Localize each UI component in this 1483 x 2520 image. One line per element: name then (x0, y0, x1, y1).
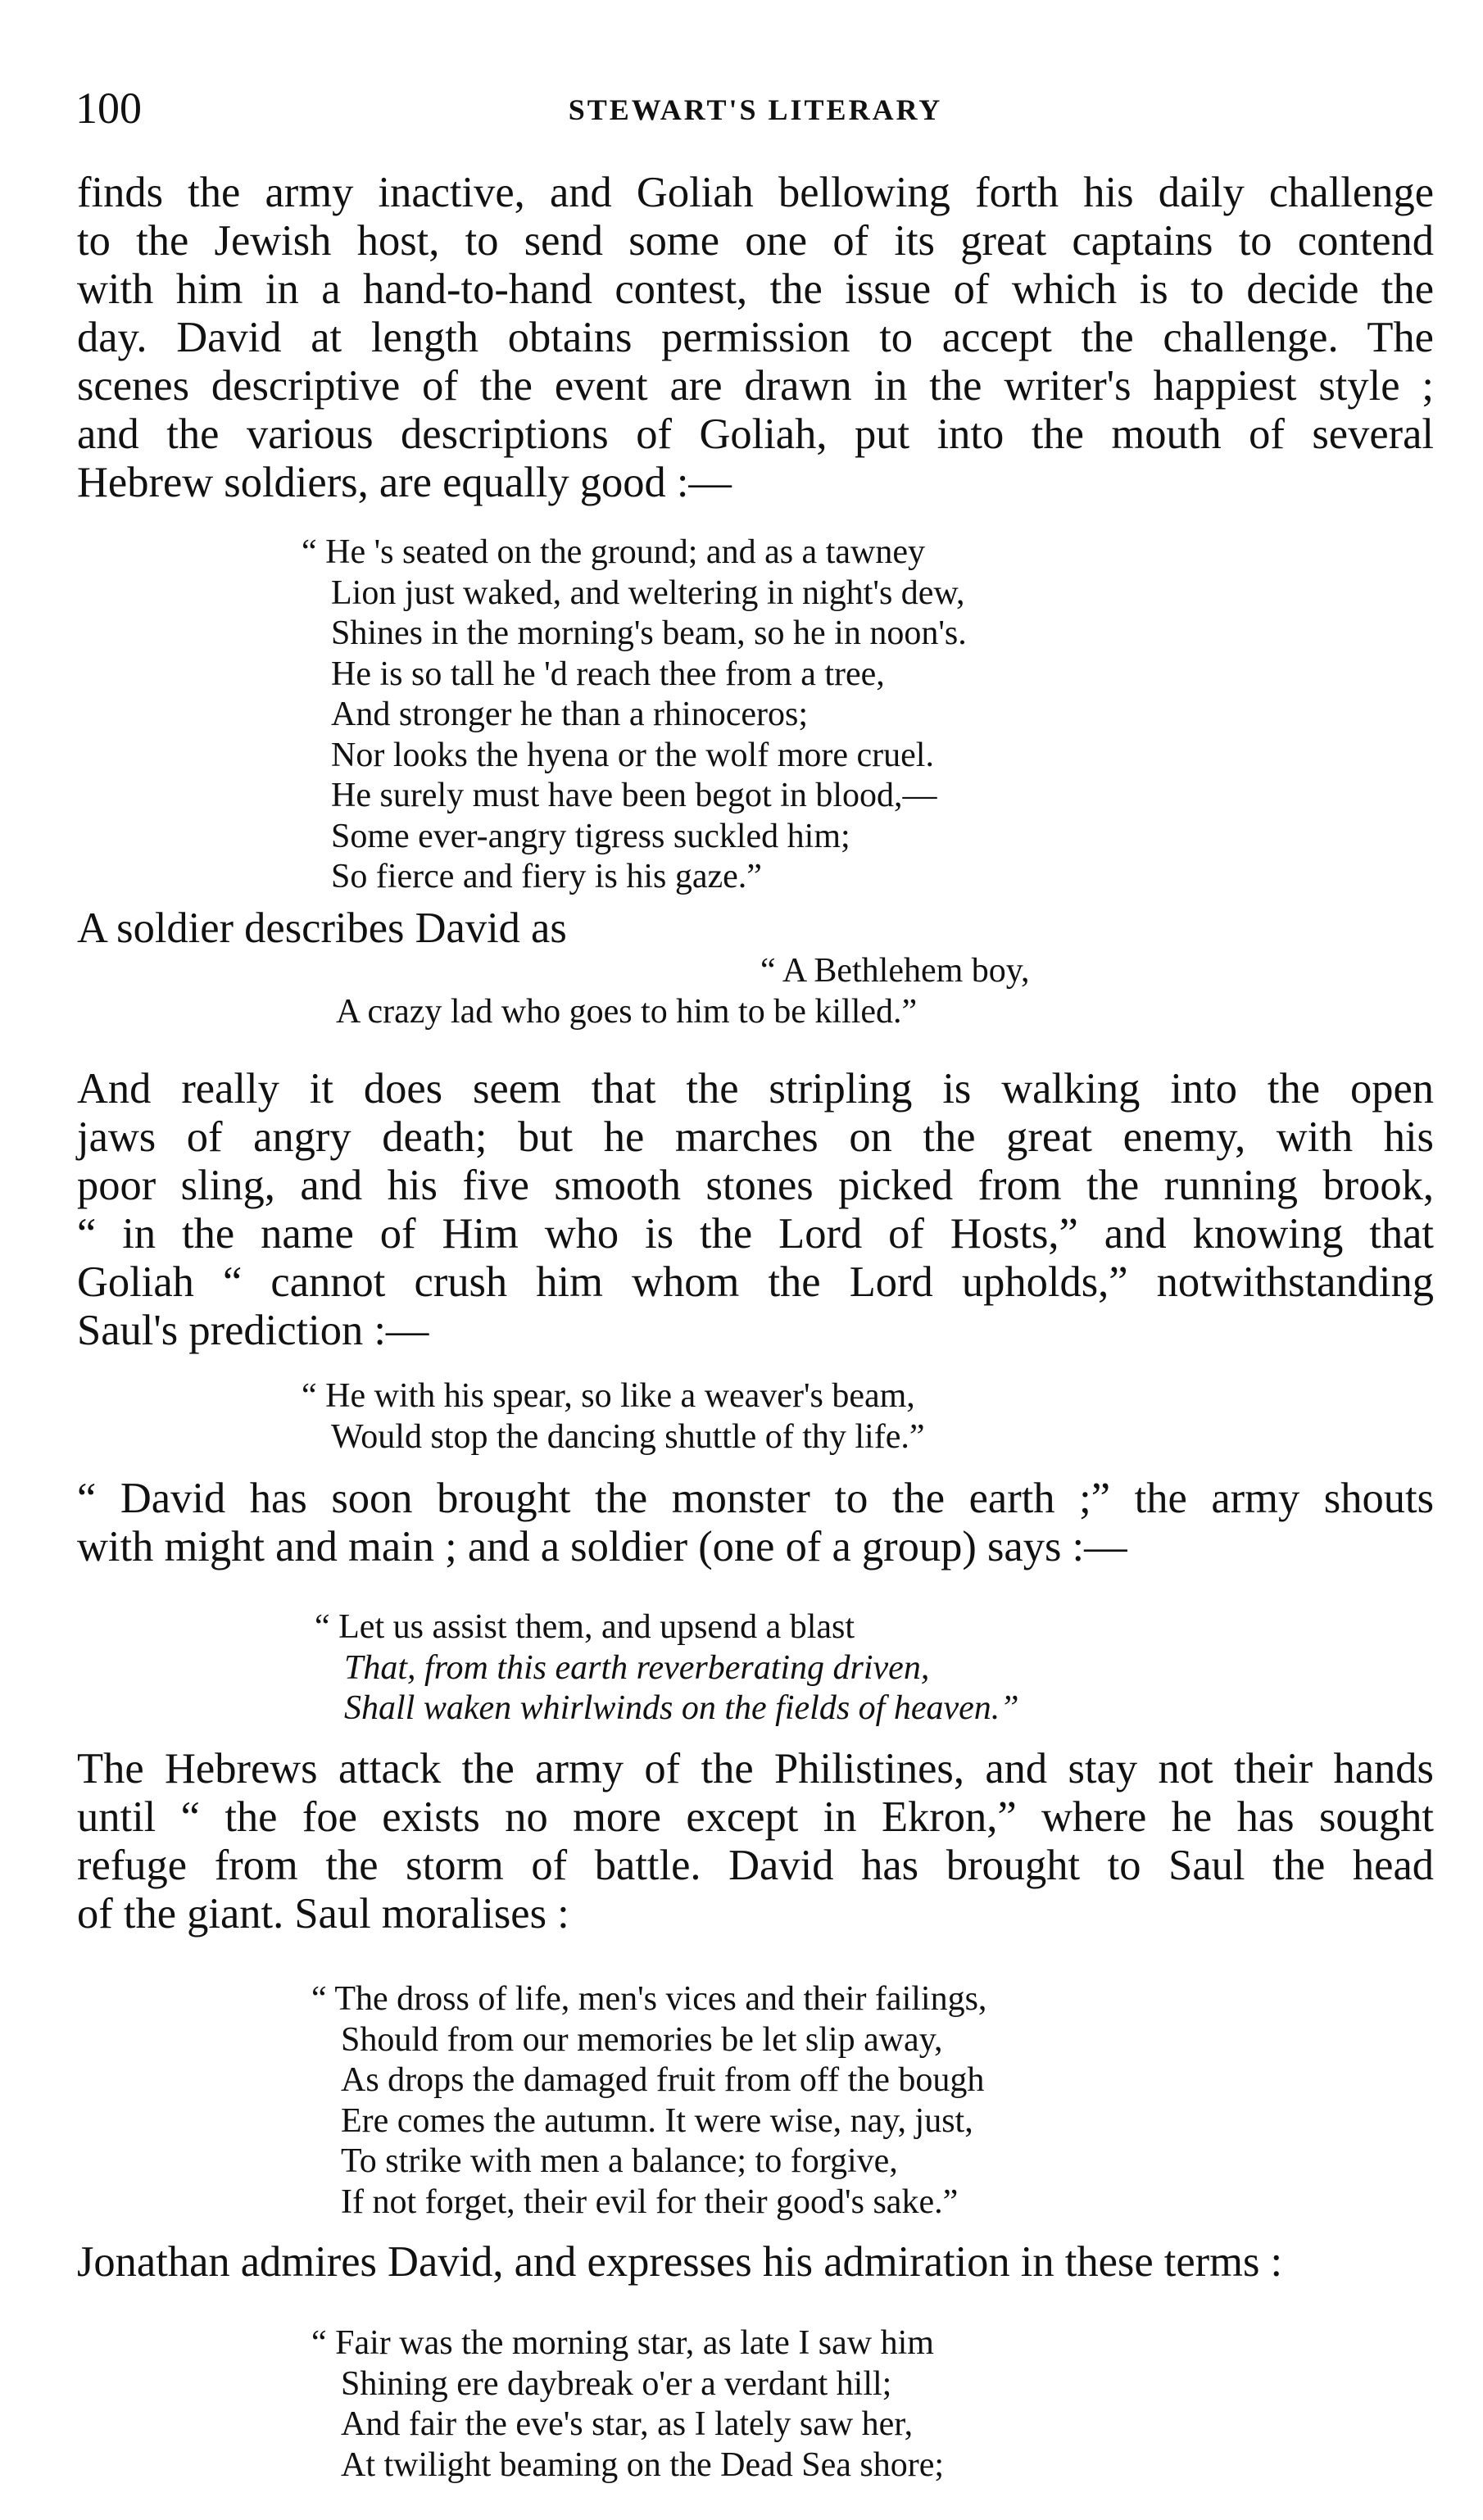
text-line: Hebrew soldiers, are equally good :— (77, 459, 732, 506)
text-line: A soldier describes David as (77, 904, 567, 952)
verse-bethlehem-boy-1 (760, 950, 1030, 991)
verse-line: “ Let us assist them, and upsend a blast (315, 1608, 855, 1646)
verse-line: Nor looks the hyena or the wolf more cruel. (331, 736, 934, 774)
page-number: 100 (75, 84, 142, 133)
verse-line: “ Fair was the morning star, as late I saw him (311, 2324, 934, 2362)
paragraph-3 (77, 1475, 1434, 1571)
verse-quote-morning-star (311, 2323, 944, 2486)
text-line: with him in a hand-to-hand contest, the issue of which is to decide the (77, 265, 1434, 313)
verse-line: So fierce and fiery is his gaze.” (331, 858, 762, 895)
text-line: finds the army inactive, and Goliah bellowing forth his daily challenge (77, 169, 1434, 216)
verse-line: To strike with men a balance; to forgive, (341, 2142, 898, 2180)
text-line: of the giant. Saul moralises : (77, 1890, 569, 1938)
paragraph-2 (77, 1065, 1434, 1355)
verse-line: That, from this earth reverberating driven, (344, 1648, 930, 1687)
verse-quote-goliah (302, 533, 967, 898)
text-line: “ David has soon brought the monster to the earth ;” the army shouts (77, 1475, 1434, 1522)
verse-line: He surely must have been begot in blood,— (331, 777, 937, 814)
text-line: Saul's prediction :— (77, 1307, 429, 1354)
verse-line: Lion just waked, and weltering in night's dew, (331, 573, 965, 612)
text-line: until “ the foe exists no more except in Ekron,” where he has sought (77, 1793, 1434, 1841)
verse-line: As drops the damaged fruit from off the bough (341, 2061, 985, 2099)
verse-line: Some ever-angry tigress suckled him; (331, 817, 850, 855)
verse-line: “ He 's seated on the ground; and as a tawney (302, 533, 925, 571)
paragraph-5 (77, 2238, 1434, 2287)
verse-quote-dross-of-life (311, 1979, 986, 2223)
paragraph-1 (77, 169, 1434, 507)
verse-quote-blast (315, 1607, 1019, 1729)
verse-line: Would stop the dancing shuttle of thy life.” (331, 1417, 925, 1456)
verse-line: “ The dross of life, men's vices and their failings, (311, 1980, 987, 2018)
text-line: Jonathan admires David, and expresses his admiration in these terms : (77, 2238, 1283, 2286)
verse-line: Shines in the morning's beam, so he in noon's. (331, 614, 967, 652)
verse-line: “ A Bethlehem boy, (760, 952, 1030, 990)
verse-line: He is so tall he 'd reach thee from a tree, (331, 655, 885, 693)
text-line: Goliah “ cannot crush him whom the Lord upholds,” notwithstanding (77, 1258, 1434, 1306)
verse-line: Ere comes the autumn. It were wise, nay, just, (341, 2101, 973, 2140)
verse-line: If not forget, their evil for their good's sake.” (341, 2182, 959, 2221)
verse-line: And fair the eve's star, as I lately saw her, (341, 2405, 914, 2443)
text-line: jaws of angry death; but he marches on the great enemy, with his (77, 1113, 1434, 1161)
verse-quote-spear (302, 1376, 924, 1457)
text-line: And really it does seem that the stripling is walking into the open (77, 1065, 1434, 1113)
verse-line: And stronger he than a rhinoceros; (331, 696, 808, 733)
running-head: STEWART'S LITERARY (568, 93, 943, 126)
text-line: and the various descriptions of Goliah, put into the mouth of several (77, 410, 1434, 458)
verse-line: At twilight beaming on the Dead Sea shore; (341, 2445, 945, 2484)
text-line: The Hebrews attack the army of the Philistines, and stay not their hands (77, 1745, 1434, 1793)
verse-line: Shall waken whirlwinds on the fields of heaven.” (344, 1689, 1019, 1727)
verse-bethlehem-boy-2 (336, 991, 917, 1032)
text-line: to the Jewish host, to send some one of its great captains to contend (77, 217, 1434, 265)
text-line: “ in the name of Him who is the Lord of Hosts,” and knowing that (77, 1210, 1434, 1258)
verse-line: “ He with his spear, so like a weaver's beam, (302, 1377, 915, 1415)
verse-line: Shining ere daybreak o'er a verdant hill; (341, 2364, 892, 2403)
paragraph-4 (77, 1745, 1434, 1938)
text-line: day. David at length obtains permission to accept the challenge. The (77, 314, 1434, 361)
verse-line: Should from our memories be let slip away, (341, 2020, 943, 2059)
paragraph-soldier (77, 904, 1434, 953)
text-line: scenes descriptive of the event are drawn in the writer's happiest style ; (77, 362, 1434, 410)
verse-line: A crazy lad who goes to him to be killed.” (336, 993, 918, 1031)
page-header (75, 79, 1435, 138)
text-line: refuge from the storm of battle. David has brought to Saul the head (77, 1842, 1434, 1889)
text-line: poor sling, and his five smooth stones picked from the running brook, (77, 1162, 1434, 1209)
text-line: with might and main ; and a soldier (one of a group) says :— (77, 1523, 1127, 1570)
